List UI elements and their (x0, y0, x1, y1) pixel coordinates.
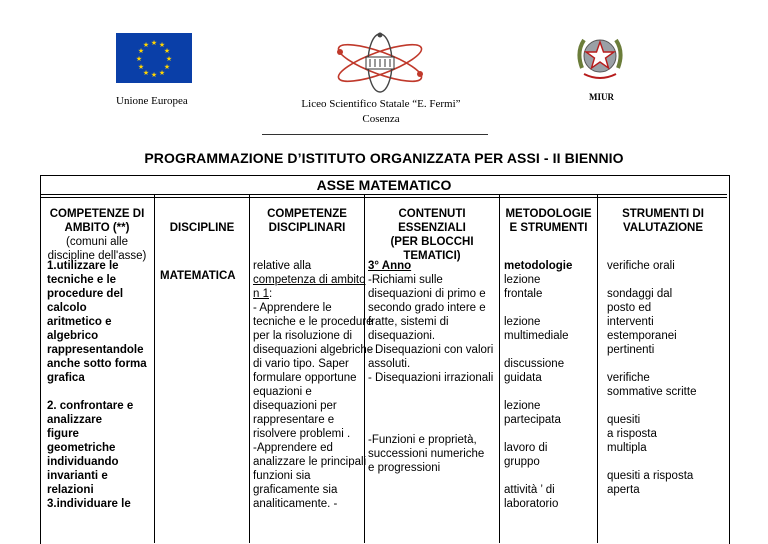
text-line: analizzare le principali (253, 456, 367, 468)
header-competenze-ambito (42, 207, 152, 263)
eu-flag-logo (116, 33, 192, 83)
list-item: lezione (504, 400, 541, 412)
list-item: anche sotto forma (47, 358, 147, 370)
list-item: relazioni (47, 484, 94, 496)
eu-label: Unione Europea (116, 95, 188, 107)
list-item: aritmetico e (47, 316, 112, 328)
text-line: analiticamente. - (253, 498, 338, 510)
valutazione-list (607, 259, 725, 497)
svg-text:★: ★ (137, 47, 145, 55)
header-divider (262, 134, 488, 135)
list-item: tecniche e le (47, 274, 117, 286)
text-line: disequazioni per (253, 400, 337, 412)
list-item: invarianti e (47, 470, 108, 482)
text-colon: : (269, 288, 273, 300)
header-text: STRUMENTI DI (622, 208, 704, 220)
text-line: e progressioni (368, 462, 441, 474)
svg-text:★: ★ (158, 41, 166, 49)
header-subtext: (comuni alle (66, 236, 128, 248)
list-item: lezione (504, 274, 541, 286)
header-metodologie (501, 207, 596, 235)
text-line: rappresentare e (253, 414, 335, 426)
list-item: partecipata (504, 414, 561, 426)
text-line: disequazioni algebriche (253, 344, 374, 356)
svg-text:★: ★ (142, 69, 150, 77)
atom-icon (326, 32, 434, 94)
text-line: -Richiami sulle (368, 274, 443, 286)
header-text: COMPETENZE DI (49, 208, 145, 220)
column-divider (154, 194, 155, 543)
header-text: VALUTAZIONE (622, 222, 704, 234)
list-item: lavoro di (504, 442, 548, 454)
miur-label: MIUR (589, 92, 614, 102)
list-item: a risposta (607, 428, 657, 440)
header-text: ESSENZIALI (398, 222, 466, 234)
header-text: COMPETENZE (267, 208, 347, 220)
list-item: multipla (607, 442, 647, 454)
text-line: assoluti. (368, 358, 411, 370)
text-line: -Apprendere ed (253, 442, 333, 454)
metodologie-title: metodologie (504, 260, 573, 272)
list-item: discussione (504, 358, 565, 370)
text-line: - Disequazioni con valori (368, 344, 494, 356)
text-line: formulare opportune (253, 372, 357, 384)
competenze-ambito-list (47, 259, 153, 511)
text-line: funzioni sia (253, 470, 311, 482)
document-title: PROGRAMMAZIONE D’ISTITUTO ORGANIZZATA PER ASSI - II BIENNIO (144, 150, 624, 166)
school-name (290, 97, 472, 127)
column-divider (499, 194, 500, 543)
list-item: posto ed (607, 302, 652, 314)
list-item: gruppo (504, 456, 540, 468)
text-line: tecniche e le procedure (253, 316, 373, 328)
column-divider (249, 194, 250, 543)
list-item: quesiti (607, 414, 641, 426)
text-line: - Apprendere le (253, 302, 332, 314)
list-item: estemporanei (607, 330, 677, 342)
column-divider (364, 194, 365, 543)
disciplina-value: MATEMATICA (160, 270, 236, 282)
list-item: pertinenti (607, 344, 655, 356)
eu-stars-icon (116, 33, 192, 83)
anno-heading: 3° Anno (368, 260, 412, 272)
school-atom-logo (326, 32, 434, 94)
list-item: multimediale (504, 330, 569, 342)
competenze-disciplinari-text (253, 259, 374, 511)
list-item: interventi (607, 316, 654, 328)
text-line: secondo grado intere e (368, 302, 486, 314)
text-line: per la risoluzione di (253, 330, 353, 342)
svg-text:★: ★ (142, 41, 150, 49)
svg-text:★: ★ (135, 55, 143, 63)
header-competenze-disciplinari (251, 207, 363, 235)
list-item: figure (47, 428, 79, 440)
list-item: rappresentandole (47, 344, 144, 356)
list-item: algebrico (47, 330, 99, 342)
text-line: graficamente sia (253, 484, 338, 496)
list-item: guidata (504, 372, 542, 384)
text-line: -Funzioni e proprietà, (368, 434, 477, 446)
italian-emblem-logo (574, 28, 626, 86)
list-item: sommative scritte (607, 386, 697, 398)
svg-text:★: ★ (150, 71, 158, 79)
list-item: grafica (47, 372, 85, 384)
text-line: - Disequazioni irrazionali (368, 372, 494, 384)
list-item: lezione (504, 316, 541, 328)
text-line: fratte, sistemi di (368, 316, 449, 328)
svg-text:★: ★ (158, 69, 166, 77)
text-line: disequazioni di primo e (368, 288, 486, 300)
emblem-icon (574, 28, 626, 86)
school-name-line1: Liceo Scientifico Statale “E. Fermi” (301, 98, 461, 110)
competenza-link[interactable]: n 1 (253, 288, 269, 300)
text-line: risolvere problemi . (253, 428, 351, 440)
list-item: verifiche (607, 372, 650, 384)
text-line: equazioni e (253, 386, 312, 398)
table-divider (41, 197, 727, 198)
text-line: successioni numeriche (368, 448, 485, 460)
svg-text:★: ★ (163, 63, 171, 71)
competenza-link[interactable]: competenza di ambito (253, 274, 366, 286)
header-text: (PER BLOCCHI (390, 236, 474, 248)
svg-text:★: ★ (165, 55, 173, 63)
list-item: frontale (504, 288, 543, 300)
list-item: 3.individuare le (47, 498, 131, 510)
svg-text:★: ★ (150, 39, 158, 47)
header-subtext: discipline dell'asse) (47, 250, 147, 262)
header-text: TEMATICI) (403, 250, 461, 262)
header-valutazione (599, 207, 727, 235)
text-line: di vario tipo. Saper (253, 358, 349, 370)
header-text: CONTENUTI (398, 208, 466, 220)
header-contenuti (366, 207, 498, 263)
asse-title: ASSE MATEMATICO (41, 175, 727, 195)
header-text: DISCIPLINARI (268, 222, 346, 234)
contenuti-text (368, 259, 499, 385)
list-item: 1.utilizzare le (47, 260, 119, 272)
header-discipline: DISCIPLINE (169, 222, 235, 234)
list-item: sondaggi dal (607, 288, 673, 300)
list-item: calcolo (47, 302, 87, 314)
list-item: individuando (47, 456, 119, 468)
school-name-line2: Cosenza (362, 113, 400, 125)
header-text: METODOLOGIE (505, 208, 592, 220)
list-item: attività ’ di (504, 484, 555, 496)
list-item: 2. confrontare e (47, 400, 134, 412)
text-line: relative alla (253, 260, 312, 272)
svg-text:★: ★ (137, 63, 145, 71)
list-item: geometriche (47, 442, 116, 454)
list-item: procedure del (47, 288, 124, 300)
column-divider (597, 194, 598, 543)
svg-text:★: ★ (163, 47, 171, 55)
contenuti-text-2 (368, 433, 499, 475)
text-line: disequazioni. (368, 330, 436, 342)
list-item: quesiti a risposta (607, 470, 694, 482)
list-item: laboratorio (504, 498, 559, 510)
header-text: E STRUMENTI (509, 222, 588, 234)
metodologie-list (504, 259, 596, 511)
list-item: aperta (607, 484, 640, 496)
header-text: AMBITO (**) (64, 222, 130, 234)
list-item: analizzare (47, 414, 102, 426)
list-item: verifiche orali (607, 260, 675, 272)
